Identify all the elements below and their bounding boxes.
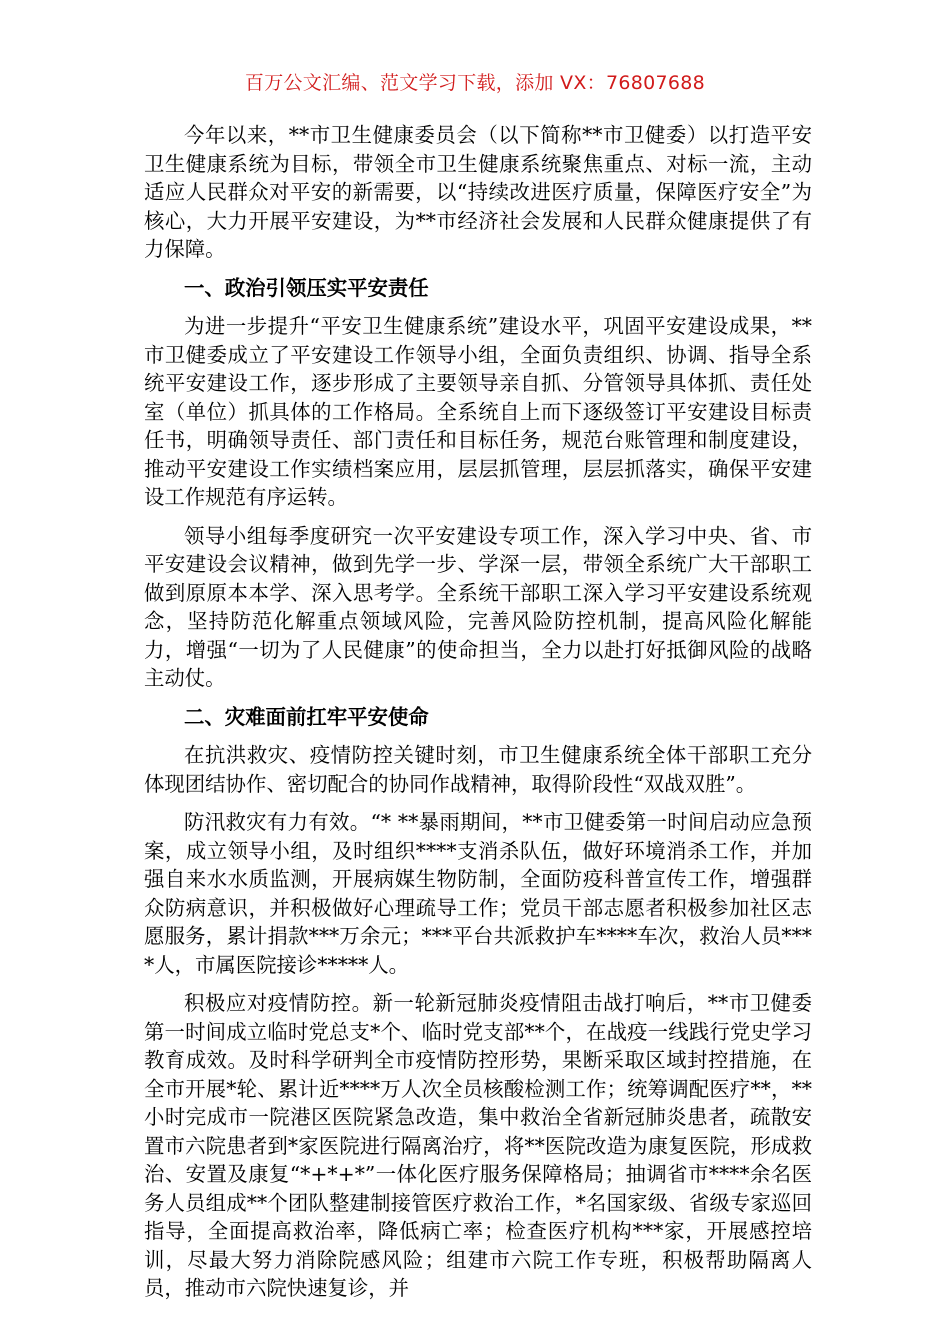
watermark-header: 百万公文汇编、范文学习下载，添加 VX：76807688: [244, 72, 706, 94]
section-1-paragraph-1: 为进一步提升“平安卫生健康系统”建设水平，巩固平安建设成果，**市卫健委成立了平安建设工作领导小组，全面负责组织、协调、指导全系统平安建设工作，逐步形成了主要领导亲自抓、分管领导具体抓、责任处室（单位）抓具体的工作格局。全系统自上而下逐级签订平安建设目标责任书，明确领导责任、部门责任和目标任务，规范台账管理和制度建设，推动平安建设工作实绩档案应用，层层抓管理，层层抓落实，确保平安建设工作规范有序运转。: [144, 314, 812, 509]
intro-paragraph: 今年以来，**市卫生健康委员会（以下简称**市卫健委）以打造平安卫生健康系统为目标，带领全市卫生健康系统聚焦重点、对标一流，主动适应人民群众对平安的新需要，以“持续改进医疗质量，保障医疗安全”为核心，大力开展平安建设，为**市经济社会发展和人民群众健康提供了有力保障。: [144, 123, 812, 261]
section-1-paragraph-2: 领导小组每季度研究一次平安建设专项工作，深入学习中央、省、市平安建设会议精神，做到先学一步、学深一层，带领全系统广大干部职工做到原原本本学、深入思考学。全系统干部职工深入学习平安建设系统观念，坚持防范化解重点领域风险，完善风险防控机制，提高风险化解能力，增强“一切为了人民健康”的使命担当，全力以赴打好抵御风险的战略主动仗。: [144, 523, 812, 690]
document-body: [144, 121, 812, 1313]
section-2-paragraph-2: 防汛救灾有力有效。“* **暴雨期间，**市卫健委第一时间启动应急预案，成立领导小组，及时组织****支消杀队伍，做好环境消杀工作，并加强自来水水质监测，开展病媒生物防制，全面防疫科普宣传工作，增强群众防病意识，并积极做好心理疏导工作；党员干部志愿者积极参加社区志愿服务，累计捐款***万余元；***平台共派救护车****车次，救治人员****人，市属医院接诊*****人。: [144, 810, 812, 977]
section-heading-1: 一、政治引领压实平安责任: [184, 275, 429, 300]
section-2-paragraph-1: 在抗洪救灾、疫情防控关键时刻，市卫生健康系统全体干部职工充分体现团结协作、密切配合的协同作战精神，取得阶段性“双战双胜”。: [144, 743, 812, 796]
section-heading-2: 二、灾难面前扛牢平安使命: [184, 704, 429, 729]
section-2-paragraph-3: 积极应对疫情防控。新一轮新冠肺炎疫情阻击战打响后，**市卫健委第一时间成立临时党总支*个、临时党支部**个，在战疫一线践行党史学习教育成效。及时科学研判全市疫情防控形势，果断采取区域封控措施，在全市开展*轮、累计近****万人次全员核酸检测工作；统筹调配医疗**，**小时完成市一院港区医院紧急改造，集中救治全省新冠肺炎患者，疏散安置市六院患者到*家医院进行隔离治疗，将**医院改造为康复医院，形成救治、安置及康复“*+*+*”一体化医疗服务保障格局；抽调省市****余名医务人员组成**个团队整建制接管医疗救治工作，*名国家级、省级专家巡回指导，全面提高救治率，降低病亡率；检查医疗机构***家，开展感控培训，尽最大努力消除院感风险；组建市六院工作专班，积极帮助隔离人员，推动市六院快速复诊，并: [144, 991, 812, 1300]
